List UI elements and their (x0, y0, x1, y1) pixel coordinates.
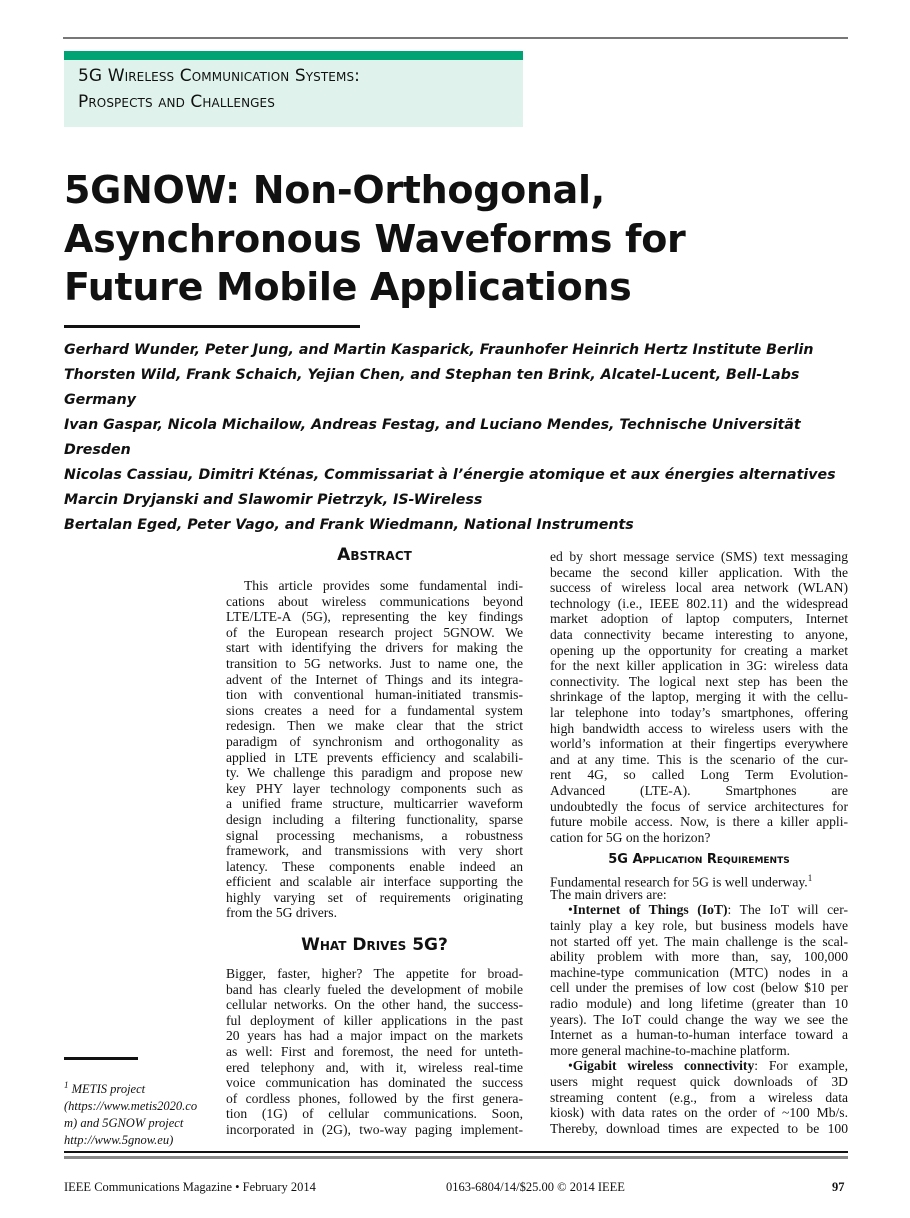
text-line: Thereby, download times are expected to be 100 (550, 1120, 848, 1136)
text-line: paradigm of synchronism and orthogonality as (226, 733, 523, 749)
text-line: world’s information at their fingertips everywhere (550, 736, 848, 752)
text-line: transition to 5G networks. Just to name one, the (226, 655, 523, 671)
footnote (64, 1077, 214, 1149)
bullet-iot: •Internet of Things (IoT): The IoT will cer- (568, 902, 848, 918)
text-line: from the 5G drivers. (226, 905, 337, 921)
author-line: Gerhard Wunder, Peter Jung, and Martin Kasparick, Fraunhofer Heinrich Hertz Institute Berlin (64, 342, 814, 358)
text-line: of the European research project 5GNOW. We (226, 624, 523, 640)
author-line: Nicolas Cassiau, Dimitri Kténas, Commissariat à l’énergie atomique et aux énergies alternatives (64, 467, 836, 483)
text-line: success of wireless local area network (WLAN) (550, 580, 848, 596)
text-line: framework, and transmissions with very short (226, 843, 523, 859)
text-line: tion (1G) of cellular communications. Soon, (226, 1106, 523, 1122)
text-line: became the second killer application. With the (550, 564, 848, 580)
footer-rule (64, 1151, 848, 1153)
text-line: voice communication has dominated the success (226, 1075, 523, 1091)
text-line: high bandwidth access to wireless users with the (550, 720, 848, 736)
page-number: 97 (832, 1180, 845, 1194)
text-line: ability problem with more than, say, 100,000 (550, 949, 848, 965)
middle-column (226, 545, 523, 1138)
text-line: The main drivers are: (550, 886, 667, 902)
series-title-line2: Prospects and Challenges (78, 92, 275, 112)
text-line: as well: First and foremost, the need for unteth- (226, 1044, 523, 1060)
footnote-line[interactable]: (https://www.metis2020.co (64, 1099, 198, 1114)
footnote-mark: 1 (64, 1080, 69, 1090)
text-line: redesign. Then we make clear that the strict (226, 718, 523, 734)
text-line: start with identifying the drivers for making the (226, 640, 523, 656)
copyright: 0163-6804/14/$25.00 © 2014 IEEE (446, 1180, 625, 1194)
footnote-rule (64, 1057, 138, 1060)
text-line: ed by short message service (SMS) text messaging (550, 549, 848, 564)
text-line: tainly play a key role, but business models have (550, 918, 848, 934)
right-body (550, 549, 848, 845)
text-line: Bigger, faster, higher? The appetite for broad- (226, 966, 523, 982)
text-line: latency. These components enable indeed an (226, 858, 523, 874)
text-line: years). The IoT could change the way we see the (550, 1011, 848, 1027)
title-line: Asynchronous Waveforms for (64, 216, 686, 261)
title-line: 5GNOW: Non-Orthogonal, (64, 168, 605, 212)
author-line: Ivan Gaspar, Nicola Michailow, Andreas Festag, and Luciano Mendes, Technische Universität Dresden (64, 417, 801, 458)
article-title (64, 166, 764, 312)
text-line: Advanced (LTE-A). Smartphones are (550, 782, 848, 798)
text-line: for the next killer application in 3G: wireless data (550, 658, 848, 674)
bullet-gigabit: •Gigabit wireless connectivity: For example, (568, 1058, 848, 1074)
author-line: Thorsten Wild, Frank Schaich, Yejian Chen, and Stephan ten Brink, Alcatel-Lucent, Bell-Labs Germany (64, 367, 800, 408)
text-line: future mobile access. Now, is there a killer appli- (550, 814, 848, 830)
text-line: key PHY layer technology components such as (226, 780, 523, 796)
footnote-line: m) and 5GNOW project (64, 1116, 184, 1131)
text-line: undoubtedly the focus of service architectures for (550, 798, 848, 814)
text-line: highly varying set of requirements originating (226, 889, 523, 905)
text-line: 20 years has had a major impact on the markets (226, 1028, 523, 1044)
text-line: cellular networks. On the other hand, the success- (226, 997, 523, 1013)
text-line: technology (i.e., IEEE 802.11) and the widespread (550, 595, 848, 611)
text-line (550, 871, 848, 890)
text-line: not started off yet. The main challenge is the scal- (550, 933, 848, 949)
text-line: sions creates a need for a fundamental system (226, 702, 523, 718)
text: : The IoT will cer- (727, 902, 848, 918)
text-line: ered telephony and, with it, wireless real-time (226, 1059, 523, 1075)
journal-name: IEEE Communications Magazine • February 2014 (64, 1180, 316, 1194)
text-line: machine-type communication (MTC) nodes in a (550, 964, 848, 980)
text-line: streaming content (e.g., from a wireless data (550, 1089, 848, 1105)
text-line: Internet as a human-to-human interface toward a (550, 1027, 848, 1043)
text-line: shrinkage of the laptop, merging it with the cellu- (550, 689, 848, 705)
text-line: ful deployment of killer applications in the past (226, 1012, 523, 1028)
text-line: rent 4G, so called Long Term Evolution- (550, 767, 848, 783)
text-line: LTE/LTE-A (5G), representing the key findings (226, 609, 523, 625)
footer-rule-grey (64, 1156, 848, 1159)
text-line: ty. We challenge this paradigm and propose new (226, 765, 523, 781)
title-rule (64, 325, 360, 328)
text-line: signal processing mechanisms, a robustness (226, 827, 523, 843)
right-column (550, 549, 848, 1136)
abstract-body (226, 578, 523, 921)
series-title-line1: 5G Wireless Communication Systems: (78, 66, 360, 86)
text-line: tion with conventional human-initiated transmis- (226, 687, 523, 703)
footnote-ref: 1 (807, 873, 813, 884)
text-line: band has clearly fueled the development of mobile (226, 981, 523, 997)
text-line: applied in LTE prevents efficiency and scalabili- (226, 749, 523, 765)
series-accent-bar (64, 51, 523, 60)
text-line: of cordless phones, followed by the first genera- (226, 1090, 523, 1106)
text-line: design including a filtering functionality, sparse (226, 811, 523, 827)
gigabit-body (550, 1074, 848, 1136)
text-line: efficient and scalable air interface supporting the (226, 874, 523, 890)
section-heading-requirements: 5G Application Requirements (608, 852, 790, 868)
text-line: more general machine-to-machine platform. (550, 1042, 791, 1058)
author-line: Bertalan Eged, Peter Vago, and Frank Wiedmann, National Instruments (64, 517, 634, 533)
section-heading-what-drives-5g: What Drives 5G? (301, 935, 448, 956)
text-line: market adoption of laptop computers, Internet (550, 611, 848, 627)
text-line: cell under the premises of low cost (below $10 per (550, 980, 848, 996)
text: Fundamental research for 5G is well underway. (550, 874, 808, 890)
text-line: connectivity. The logical next step has been the (550, 673, 848, 689)
text-line: kiosk) with data rates on the order of ~100 Mb/s. (550, 1105, 848, 1121)
text: : For example, (754, 1058, 848, 1074)
text-line: incorporated in (2G), two-way paging implement- (226, 1122, 523, 1137)
bullet-term: Internet of Things (IoT) (572, 902, 728, 918)
text-line: and at any time. This is the scenario of the cur- (550, 751, 848, 767)
text-line: advent of the Internet of Things and its integra- (226, 671, 523, 687)
abstract-heading: Abstract (337, 545, 412, 565)
title-line: Future Mobile Applications (64, 265, 632, 309)
footnote-line: METIS project (71, 1082, 146, 1097)
footnote-line[interactable]: http://www.5gnow.eu) (64, 1133, 174, 1148)
bullet-term: Gigabit wireless connectivity (572, 1058, 755, 1074)
text-line: cations about wireless communications beyond (226, 593, 523, 609)
text-line: lar telephone into today’s smartphones, offering (550, 704, 848, 720)
what-drives-body (226, 966, 523, 1138)
text-line: opening up the opportunity for creating a market (550, 642, 848, 658)
text-line: a unified frame structure, multicarrier waveform (226, 796, 523, 812)
iot-body (550, 918, 848, 1058)
text-line: data connectivity became interesting to anyone, (550, 626, 848, 642)
text-line: radio module) and long lifetime (greater than 10 (550, 996, 848, 1012)
top-rule (63, 37, 848, 39)
text-line: cation for 5G on the horizon? (550, 829, 711, 845)
author-list (64, 338, 864, 538)
series-banner (64, 51, 523, 127)
author-line: Marcin Dryjanski and Slawomir Pietrzyk, IS-Wireless (64, 492, 483, 508)
text-line: This article provides some fundamental indi- (244, 578, 523, 593)
text-line: users might request quick downloads of 3D (550, 1074, 848, 1089)
